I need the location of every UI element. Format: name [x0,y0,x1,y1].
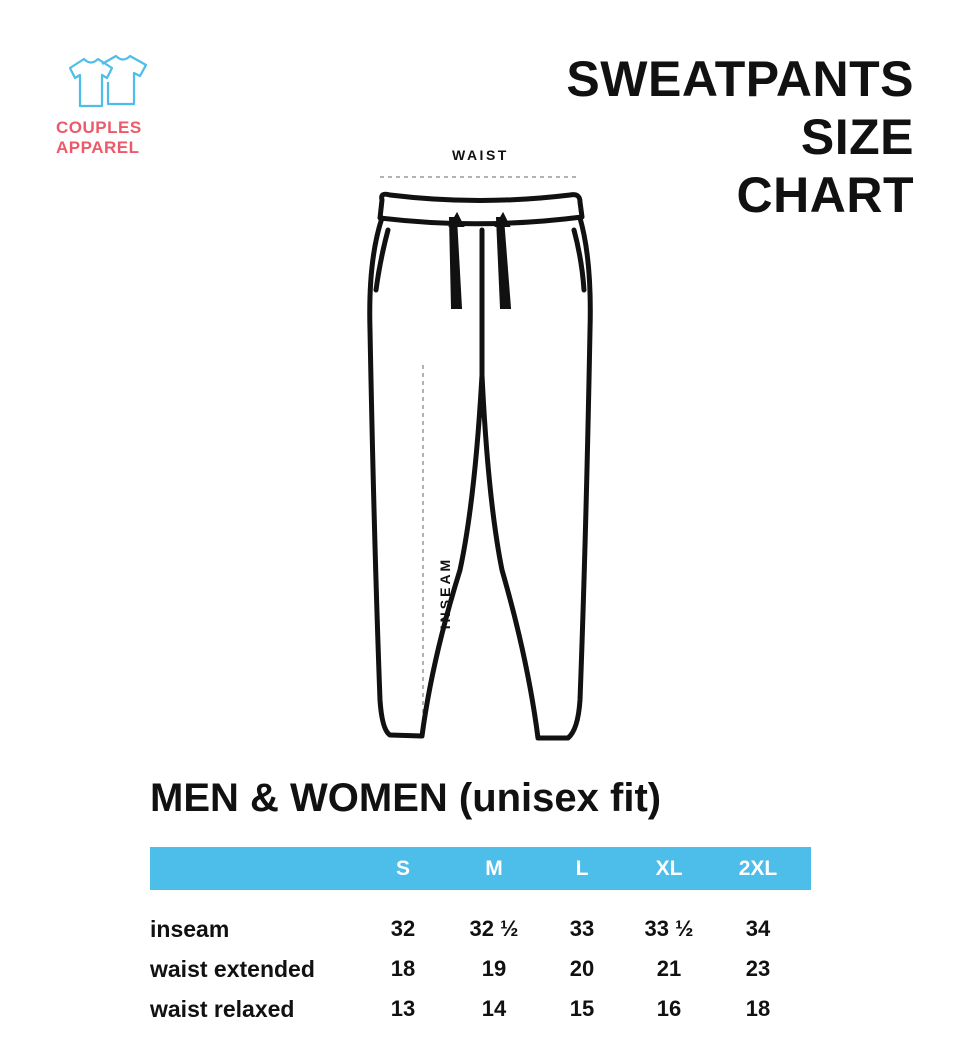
size-header-xl: XL [655,857,683,880]
table-cell: 33 ½ [644,916,694,941]
brand-name [56,118,166,158]
table-cell: 13 [390,996,416,1021]
brand-name-line1: COUPLES [56,118,142,137]
table-cell: 19 [481,956,507,981]
inseam-label: INSEAM [437,556,453,630]
waist-label: WAIST [452,147,509,163]
table-cell: 15 [569,996,595,1021]
table-cell: 33 [569,916,595,941]
title-line1: SWEATPANTS [566,51,914,107]
table-row-waist-relaxed [150,994,811,1024]
title-line3: CHART [736,167,914,223]
table-cell: 32 ½ [469,916,519,941]
size-header-s: S [395,857,410,880]
two-tshirts-icon [60,52,156,110]
size-header-m: M [485,857,503,880]
table-cell: 16 [656,996,682,1021]
table-cell: 14 [481,996,507,1021]
row-label: inseam [150,916,230,942]
title-line2: SIZE [800,109,914,165]
size-header-bar [150,847,811,890]
fit-subtitle: MEN & WOMEN (unisex fit) [150,776,662,820]
table-cell: 34 [745,916,771,941]
size-header-l: L [575,857,589,880]
table-cell: 32 [390,916,416,941]
table-row-inseam [150,914,811,944]
table-cell: 21 [656,956,682,981]
table-row-waist-extended [150,954,811,984]
row-label: waist extended [150,956,315,982]
size-header-2xl: 2XL [738,857,778,880]
table-cell: 18 [390,956,416,981]
brand-name-line2: APPAREL [56,138,140,157]
brand-logo [56,52,166,158]
table-cell: 18 [745,996,771,1021]
table-cell: 20 [569,956,595,981]
row-label: waist relaxed [150,996,295,1022]
page-title [566,50,914,224]
table-cell: 23 [745,956,771,981]
sweatpants-illustration [360,140,600,750]
